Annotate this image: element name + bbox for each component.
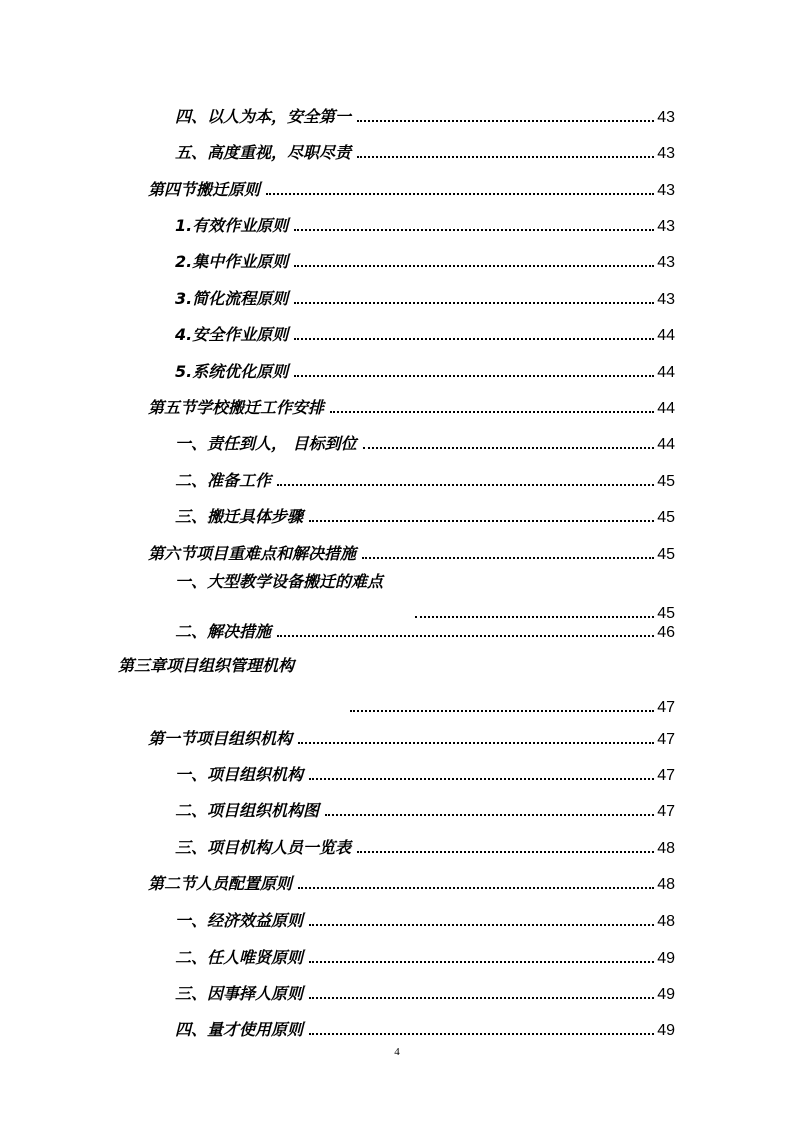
toc-entry[interactable] bbox=[175, 505, 675, 527]
toc-entry-title: 二、解决措施 bbox=[175, 622, 272, 641]
toc-entry-title: 一、项目组织机构 bbox=[175, 765, 304, 784]
toc-entry-title: 第一节项目组织机构 bbox=[148, 729, 293, 748]
toc-entry-title: 2.集中作业原则 bbox=[175, 252, 289, 271]
toc-entry[interactable] bbox=[175, 432, 675, 454]
toc-entry[interactable] bbox=[148, 178, 675, 200]
toc-entry-page: 48 bbox=[657, 913, 675, 930]
dot-leader bbox=[266, 193, 654, 195]
dot-leader bbox=[309, 997, 654, 999]
toc-entry-page: 47 bbox=[657, 731, 675, 748]
dot-leader bbox=[362, 557, 654, 559]
toc-entry-title: 一、大型教学设备搬迁的难点 bbox=[175, 572, 384, 591]
toc-entry-title: 三、项目机构人员一览表 bbox=[175, 838, 352, 857]
toc-entry[interactable] bbox=[175, 469, 675, 491]
toc-entry-title: 3.简化流程原则 bbox=[175, 289, 289, 308]
toc-entry[interactable] bbox=[175, 763, 675, 785]
toc-entry-page: 47 bbox=[657, 699, 675, 716]
toc-entry-title: 四、以人为本，安全第一 bbox=[175, 107, 352, 126]
toc-entry-title: 五、高度重视，尽职尽责 bbox=[175, 143, 352, 162]
toc-entry[interactable] bbox=[148, 542, 675, 564]
toc-entry[interactable] bbox=[175, 105, 675, 127]
toc-entry-page: 47 bbox=[657, 767, 675, 784]
toc-entry-title: 第二节人员配置原则 bbox=[148, 874, 293, 893]
toc-entry-page: 43 bbox=[657, 254, 675, 271]
toc-entry-page: 45 bbox=[657, 473, 675, 490]
toc-entry[interactable] bbox=[175, 360, 675, 382]
toc-entry-title: 二、准备工作 bbox=[175, 471, 272, 490]
dot-leader bbox=[357, 851, 654, 853]
toc-entry-title: 四、量才使用原则 bbox=[175, 1020, 304, 1039]
toc-entry-page: 44 bbox=[657, 327, 675, 344]
toc-entry-title: 三、因事择人原则 bbox=[175, 984, 304, 1003]
toc-entry-title: 第六节项目重难点和解决措施 bbox=[148, 544, 357, 563]
toc-entry[interactable] bbox=[175, 836, 675, 858]
toc-entry-title: 第五节学校搬迁工作安排 bbox=[148, 398, 325, 417]
toc-entry[interactable] bbox=[148, 872, 675, 894]
dot-leader bbox=[330, 411, 654, 413]
toc-entry-page: 43 bbox=[657, 145, 675, 162]
dot-leader bbox=[294, 338, 654, 340]
toc-entry[interactable] bbox=[148, 396, 675, 418]
toc-entry[interactable] bbox=[175, 250, 675, 272]
dot-leader bbox=[357, 120, 654, 122]
toc-entry-page: 45 bbox=[657, 605, 675, 622]
toc-entry-title: 二、任人唯贤原则 bbox=[175, 948, 304, 967]
toc-entry[interactable] bbox=[175, 214, 675, 236]
dot-leader bbox=[298, 742, 654, 744]
toc-entry-page: 45 bbox=[657, 546, 675, 563]
toc-entry-title: 三、搬迁具体步骤 bbox=[175, 507, 304, 526]
dot-leader bbox=[294, 375, 654, 377]
toc-entry-page: 44 bbox=[657, 400, 675, 417]
dot-leader bbox=[298, 887, 654, 889]
dot-leader bbox=[309, 1033, 654, 1035]
toc-entry[interactable] bbox=[118, 656, 675, 717]
dot-leader bbox=[294, 265, 654, 267]
dot-leader bbox=[294, 302, 654, 304]
toc-entry-page: 44 bbox=[657, 436, 675, 453]
toc-entry[interactable] bbox=[148, 727, 675, 749]
dot-leader bbox=[277, 635, 654, 637]
page-number: 4 bbox=[394, 1046, 400, 1058]
toc-entry[interactable] bbox=[175, 323, 675, 345]
dot-leader bbox=[294, 229, 654, 231]
dot-leader bbox=[309, 961, 654, 963]
dot-leader bbox=[325, 814, 654, 816]
toc-entry[interactable] bbox=[175, 799, 675, 821]
toc-entry[interactable] bbox=[175, 1018, 675, 1040]
toc-entry[interactable] bbox=[175, 572, 675, 623]
toc-entry-page: 48 bbox=[657, 840, 675, 857]
toc-entry-title: 1.有效作业原则 bbox=[175, 216, 289, 235]
toc-entry[interactable] bbox=[175, 287, 675, 309]
toc-entry-page: 49 bbox=[657, 1022, 675, 1039]
toc-entry-page: 49 bbox=[657, 986, 675, 1003]
dot-leader bbox=[350, 710, 654, 712]
toc-entry-title: 二、项目组织机构图 bbox=[175, 801, 320, 820]
toc-entry[interactable] bbox=[175, 982, 675, 1004]
dot-leader bbox=[415, 616, 654, 618]
toc-entry[interactable] bbox=[175, 909, 675, 931]
dot-leader bbox=[277, 484, 654, 486]
toc-entry-page: 48 bbox=[657, 876, 675, 893]
toc-entry[interactable] bbox=[175, 141, 675, 163]
dot-leader bbox=[309, 778, 654, 780]
toc-entry-page: 47 bbox=[657, 803, 675, 820]
toc-entry[interactable] bbox=[175, 620, 675, 642]
toc-entry-title: 4.安全作业原则 bbox=[175, 325, 289, 344]
toc-entry-page: 43 bbox=[657, 109, 675, 126]
toc-entry-title: 一、经济效益原则 bbox=[175, 911, 304, 930]
dot-leader bbox=[309, 924, 654, 926]
toc-entry-title: 一、责任到人， 目标到位 bbox=[175, 434, 357, 453]
toc-entry-page: 43 bbox=[657, 182, 675, 199]
toc-entry-page: 46 bbox=[657, 624, 675, 641]
toc-entry-title: 第三章项目组织管理机构 bbox=[118, 656, 295, 675]
toc-entry-page: 44 bbox=[657, 364, 675, 381]
toc-entry[interactable] bbox=[175, 946, 675, 968]
toc-entry-title: 5.系统优化原则 bbox=[175, 362, 289, 381]
dot-leader bbox=[309, 520, 654, 522]
toc-entry-page: 49 bbox=[657, 950, 675, 967]
dot-leader bbox=[363, 447, 655, 449]
toc-entry-title: 第四节搬迁原则 bbox=[148, 180, 261, 199]
toc-entry-page: 45 bbox=[657, 509, 675, 526]
toc-entry-page: 43 bbox=[657, 218, 675, 235]
dot-leader bbox=[357, 156, 654, 158]
toc-entry-page: 43 bbox=[657, 291, 675, 308]
